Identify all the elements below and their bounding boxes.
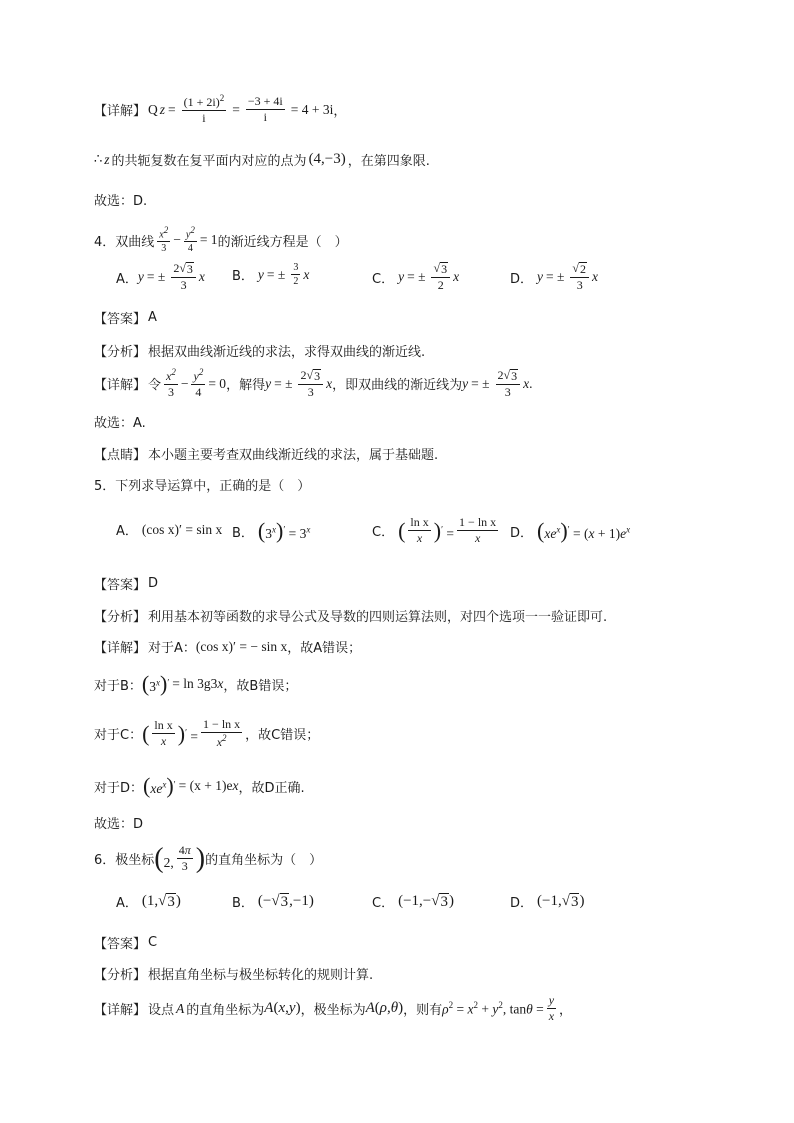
detail-tag: 【详解】 <box>94 104 147 120</box>
q5-stem: 5．下列求导运算中，正确的是（ ） <box>94 479 311 494</box>
q4-option-b: B． y = ± $\frac{3}{2}$ x <box>232 262 310 287</box>
q4-detail: 【详解】 令 $\frac{x^2}{3}$ − $\frac{y^2}{4}$ = 0 ，解得 y = ± 2√ 3 3 x ，即双曲线的渐近线为 y = ± 2√ 3 3 x . <box>94 367 533 400</box>
q5-detail-d: 对于D： $(xe^x)'$ = (x + 1)e x ，故D正确. <box>94 773 305 798</box>
q5-detail-b: 对于B： (3$^x$)′ = ln 3g3 x ，故B错误； <box>94 671 298 696</box>
q5-detail-c: 对于C： ( $\frac{\text{ln x}}{x}$ )′ = $\frac{\text{1 − ln x}}{x^2}$ ，故C错误； <box>94 717 320 750</box>
var-z: z <box>159 101 166 117</box>
q4-option-d: D． y = ± √ 2 3 x <box>510 261 599 293</box>
q6-analysis: 【分析】 根据直角坐标与极坐标转化的规则计算. <box>94 968 374 983</box>
q4-choose: 故选：A. <box>94 416 146 431</box>
q6-detail: 【详解】 设点 A 的直角坐标为 A(x,y) ，极坐标为 A(ρ,θ) ，则有 $\rho^2 = x^2 + y^2$, tanθ = $\frac{y}{x}$ ， <box>94 993 573 1024</box>
q5-choose: 故选：D <box>94 817 144 832</box>
q4-option-a: A． y = ± 2√ 3 3 x <box>116 261 205 293</box>
q3-choose: 故选：D. <box>94 194 148 209</box>
q5-option-a: A． (cos x)′ = sin x <box>116 521 223 539</box>
q5-answer: 【答案】 D <box>94 576 159 593</box>
q4-answer: 【答案】 A <box>94 310 157 327</box>
q5-option-c: C． ( $\frac{\text{ln x}}{x}$ )′ = $\frac{\text{1 − ln x}}{x}$ <box>372 515 497 546</box>
because-symbol: Q <box>148 101 158 117</box>
q4-stem: 4．双曲线 $\frac{x^2}{3}$ − $\frac{y^2}{4}$ = 1 的渐近线方程是（ ） <box>94 225 348 255</box>
point: (4,−3) <box>308 151 346 167</box>
q6-stem: 6．极坐标 (2, $\frac{4\pi}{3}$ ) 的直角坐标为（ ） <box>94 842 323 874</box>
q5-detail-a: 【详解】 对于A： (cos x)′ = − sin x ，故A错误； <box>94 638 362 656</box>
q3-detail-line: 【详解】 Q z = $\frac{(1 + 2i)^2}{i}$ = $\frac{-3 + 4i}{i}$ = 4 + 3i ， <box>94 93 347 126</box>
q4-remark: 【点睛】 本小题主要考查双曲线渐近线的求法，属于基础题. <box>94 448 439 463</box>
q6-option-c: C． (−1,−√ 3 ) <box>372 892 454 911</box>
q5-option-d: D． $(xe^x)' = (x + 1)e^x$ <box>510 518 631 543</box>
result: = 4 + 3i <box>290 101 334 117</box>
fraction: $\frac{-3 + 4i}{i}$ <box>247 94 283 125</box>
q5-option-b: B． $(3^x)' = 3^x$ <box>232 518 311 543</box>
q5-analysis: 【分析】 利用基本初等函数的求导公式及导数的四则运算法则，对四个选项一一验证即可. <box>94 610 608 625</box>
q3-conclusion-line: ∴ z 的共轭复数在复平面内对应的点为 (4,−3) ，在第四象限. <box>94 151 430 169</box>
q6-answer: 【答案】 C <box>94 935 158 952</box>
q4-analysis: 【分析】 根据双曲线渐近线的求法，求得双曲线的渐近线. <box>94 345 426 360</box>
q4-option-c: C． y = ± √ 3 2 x <box>372 261 460 293</box>
q6-option-b: B． (−√ 3 ,−1) <box>232 892 314 911</box>
q6-option-a: A． (1,√ 3 ) <box>116 892 181 911</box>
fraction: $\frac{(1 + 2i)^2}{i}$ <box>183 93 225 126</box>
q6-option-d: D． (−1,√ 3 ) <box>510 892 585 911</box>
